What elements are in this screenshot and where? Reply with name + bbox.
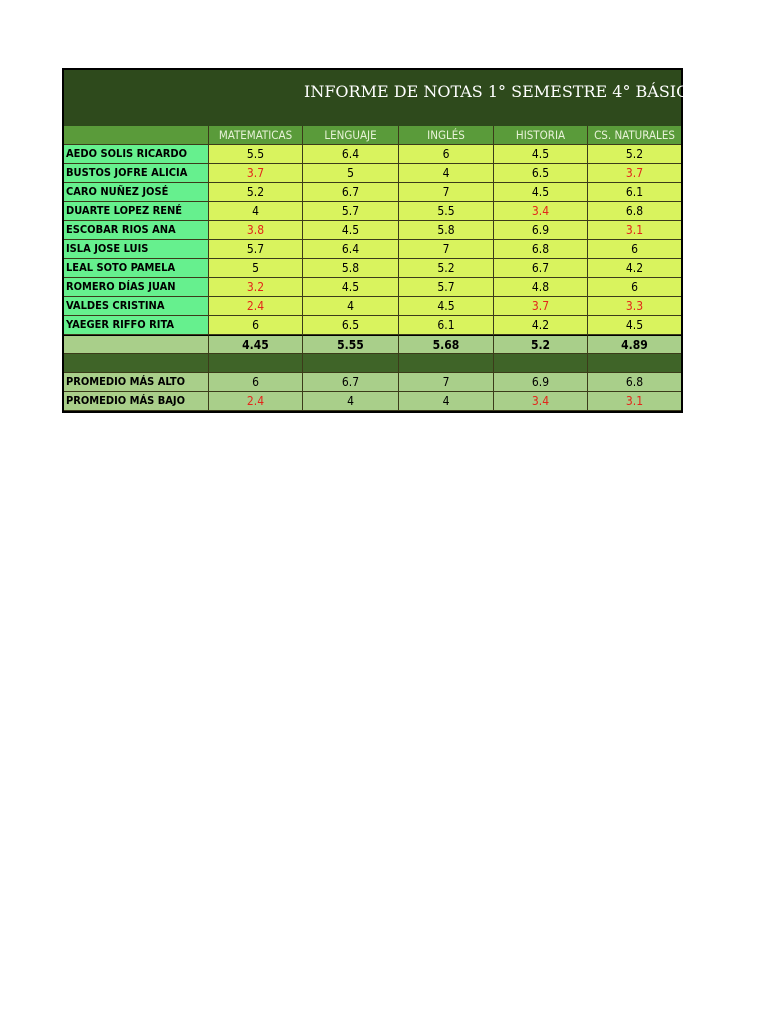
grade-cell: 4.8 — [494, 278, 588, 297]
average-cell: 4.45 — [209, 335, 303, 354]
grade-report-sheet — [62, 68, 702, 413]
grade-cell: 4.5 — [494, 145, 588, 164]
grade-cell: 6 — [399, 145, 494, 164]
student-name-cell: ROMERO DÍAS JUAN — [64, 278, 209, 297]
grade-cell: 6.7 — [303, 183, 399, 202]
grade-cell: 2.4 — [209, 297, 303, 316]
average-cell: 5.2 — [494, 335, 588, 354]
grade-cell: 3.8 — [209, 221, 303, 240]
report-title: INFORME DE NOTAS 1° SEMESTRE 4° BÁSICO — [304, 82, 702, 101]
spacer-cell — [209, 354, 303, 373]
grade-cell: 4.5 — [494, 183, 588, 202]
student-row — [64, 145, 681, 164]
grade-cell: 4.5 — [588, 316, 681, 335]
grade-cell: 5.2 — [588, 145, 681, 164]
grade-cell: 5 — [303, 164, 399, 183]
grade-cell: 4 — [209, 202, 303, 221]
grade-cell: 6.8 — [494, 240, 588, 259]
lowest-value-cell: 4 — [303, 392, 399, 411]
grade-cell: 5.8 — [399, 221, 494, 240]
highest-value-cell: 7 — [399, 373, 494, 392]
grade-cell: 4.5 — [399, 297, 494, 316]
grade-cell: 6.9 — [494, 221, 588, 240]
lowest-average-row — [64, 392, 681, 411]
student-row — [64, 240, 681, 259]
lowest-value-cell: 2.4 — [209, 392, 303, 411]
header-blank-cell — [64, 126, 209, 145]
highest-average-row — [64, 373, 681, 392]
student-row — [64, 316, 681, 335]
average-cell: 5.55 — [303, 335, 399, 354]
highest-value-cell: 6.8 — [588, 373, 681, 392]
student-row — [64, 221, 681, 240]
header-matematicas: MATEMATICAS — [209, 126, 303, 145]
grade-cell: 6.5 — [303, 316, 399, 335]
student-name-cell: DUARTE LOPEZ RENÉ — [64, 202, 209, 221]
grade-cell: 5.2 — [399, 259, 494, 278]
header-lenguaje: LENGUAJE — [303, 126, 399, 145]
lowest-value-cell: 4 — [399, 392, 494, 411]
grade-cell: 6.1 — [399, 316, 494, 335]
grade-cell: 4.2 — [494, 316, 588, 335]
highest-value-cell: 6 — [209, 373, 303, 392]
grade-cell: 6.5 — [494, 164, 588, 183]
grade-cell: 4 — [399, 164, 494, 183]
title-bar — [64, 70, 702, 126]
student-name-cell: ISLA JOSE LUIS — [64, 240, 209, 259]
header-ingles: INGLÉS — [399, 126, 494, 145]
averages-row — [64, 335, 681, 354]
grade-cell: 3.7 — [494, 297, 588, 316]
student-name-cell: VALDES CRISTINA — [64, 297, 209, 316]
grade-cell: 6.8 — [588, 202, 681, 221]
grade-cell: 7 — [399, 183, 494, 202]
grade-cell: 6 — [588, 278, 681, 297]
average-cell: 4.89 — [588, 335, 681, 354]
grade-cell: 5 — [209, 259, 303, 278]
student-name-cell: ESCOBAR RIOS ANA — [64, 221, 209, 240]
student-name-cell: LEAL SOTO PAMELA — [64, 259, 209, 278]
highest-average-label: PROMEDIO MÁS ALTO — [64, 373, 209, 392]
grade-cell: 5.8 — [303, 259, 399, 278]
student-name-cell: BUSTOS JOFRE ALICIA — [64, 164, 209, 183]
student-name-cell: YAEGER RIFFO RITA — [64, 316, 209, 335]
highest-value-cell: 6.7 — [303, 373, 399, 392]
grade-cell: 5.5 — [209, 145, 303, 164]
spacer-row — [64, 354, 681, 373]
grade-cell: 6 — [209, 316, 303, 335]
grade-cell: 5.2 — [209, 183, 303, 202]
grade-cell: 3.3 — [588, 297, 681, 316]
averages-label-cell — [64, 335, 209, 354]
student-row — [64, 297, 681, 316]
average-cell: 5.68 — [399, 335, 494, 354]
grade-cell: 5.7 — [303, 202, 399, 221]
student-name-cell: AEDO SOLIS RICARDO — [64, 145, 209, 164]
student-row — [64, 202, 681, 221]
grade-cell: 4.5 — [303, 278, 399, 297]
grade-cell: 6.4 — [303, 145, 399, 164]
spacer-cell — [494, 354, 588, 373]
grade-cell: 3.1 — [588, 221, 681, 240]
lowest-average-label: PROMEDIO MÁS BAJO — [64, 392, 209, 411]
header-historia: HISTORIA — [494, 126, 588, 145]
student-row — [64, 164, 681, 183]
header-row — [64, 126, 681, 145]
grade-cell: 4.2 — [588, 259, 681, 278]
grade-cell: 5.7 — [209, 240, 303, 259]
spacer-cell — [588, 354, 681, 373]
grade-cell: 6 — [588, 240, 681, 259]
grade-cell: 5.7 — [399, 278, 494, 297]
lowest-value-cell: 3.4 — [494, 392, 588, 411]
grade-cell: 3.7 — [209, 164, 303, 183]
lowest-value-cell: 3.1 — [588, 392, 681, 411]
spacer-cell — [64, 354, 209, 373]
grade-cell: 6.4 — [303, 240, 399, 259]
grade-cell: 3.2 — [209, 278, 303, 297]
spacer-cell — [303, 354, 399, 373]
spacer-cell — [399, 354, 494, 373]
grade-cell: 3.4 — [494, 202, 588, 221]
grade-cell: 6.7 — [494, 259, 588, 278]
grade-cell: 4.5 — [303, 221, 399, 240]
grade-cell: 6.1 — [588, 183, 681, 202]
student-rows — [64, 145, 681, 335]
student-row — [64, 259, 681, 278]
grade-cell: 4 — [303, 297, 399, 316]
student-row — [64, 183, 681, 202]
student-row — [64, 278, 681, 297]
header-cs-naturales: CS. NATURALES — [588, 126, 681, 145]
student-name-cell: CARO NUÑEZ JOSÉ — [64, 183, 209, 202]
grade-cell: 3.7 — [588, 164, 681, 183]
grade-cell: 5.5 — [399, 202, 494, 221]
grade-cell: 7 — [399, 240, 494, 259]
highest-value-cell: 6.9 — [494, 373, 588, 392]
